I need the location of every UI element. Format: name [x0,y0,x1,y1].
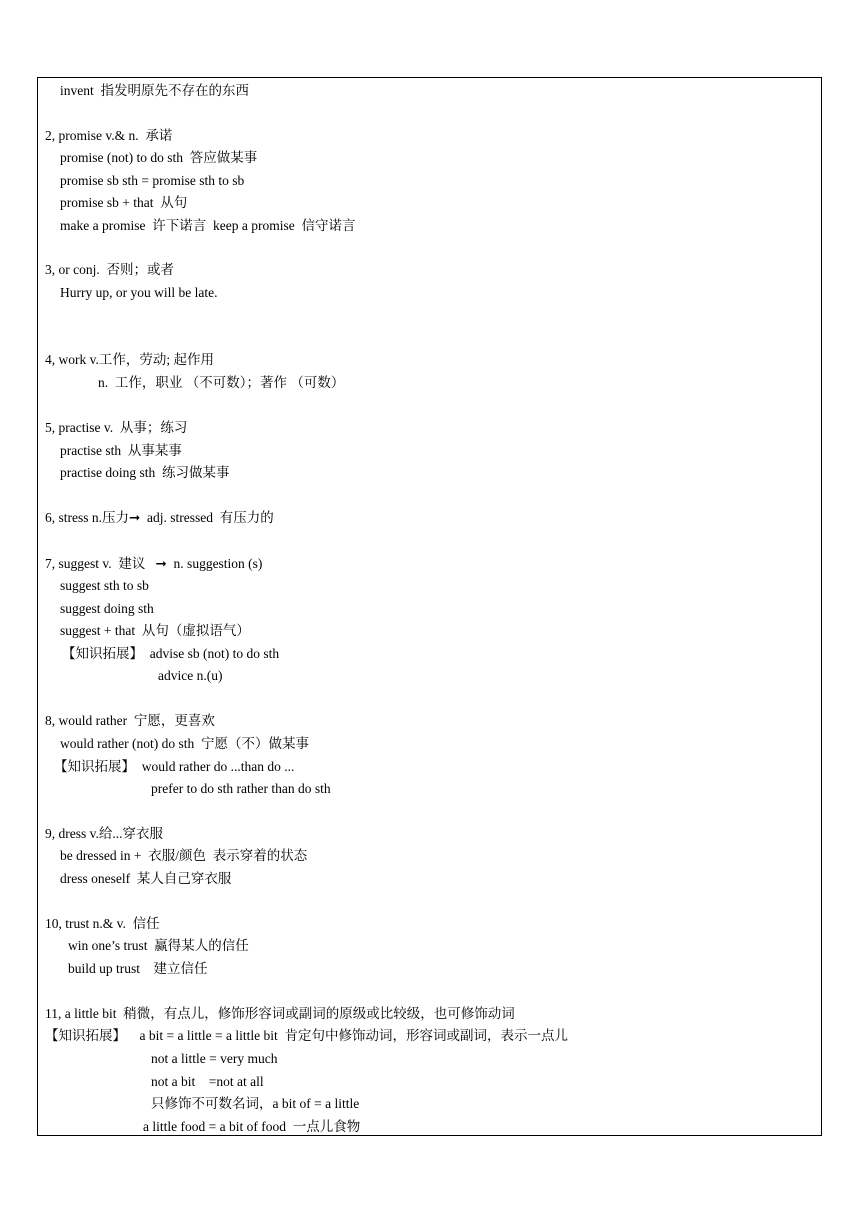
content-box [37,77,822,1136]
text-line: not a bit =not at all [151,1074,264,1089]
text-line: 【知识拓展】 would rather do ...than do ... [54,759,295,774]
text-line: win one’s trust 赢得某人的信任 [68,938,249,953]
text-line: suggest sth to sb [60,578,149,593]
text-line: 3, or conj. 否则；或者 [45,262,174,277]
text-line: advice n.(u) [158,668,223,683]
text-line: make a promise 许下诺言 keep a promise 信守诺言 [60,218,356,233]
text-line: dress oneself 某人自己穿衣服 [60,871,232,886]
text-line: suggest doing sth [60,601,154,616]
text-line: 5, practise v. 从事；练习 [45,420,188,435]
text-line: practise sth 从事某事 [60,443,182,458]
text-line: 4, work v.工作，劳动; 起作用 [45,352,214,367]
text-line: invent 指发明原先不存在的东西 [60,83,249,98]
text-line: Hurry up, or you will be late. [60,285,218,300]
text-line: n. 工作，职业 （不可数）；著作 （可数） [98,375,345,390]
text-line: 10, trust n.& v. 信任 [45,916,160,931]
text-line: not a little = very much [151,1051,278,1066]
text-line: 6, stress n.压力➞ adj. stressed 有压力的 [45,510,274,525]
text-line: 7, suggest v. 建议 ➞ n. suggestion (s) [45,556,263,571]
text-line: a little food = a bit of food 一点儿食物 [143,1119,361,1134]
text-line: prefer to do sth rather than do sth [151,781,331,796]
text-line: 2, promise v.& n. 承诺 [45,128,173,143]
text-line: promise sb + that 从句 [60,195,188,210]
text-line: 只修饰不可数名词，a bit of = a little [151,1096,360,1111]
text-line: practise doing sth 练习做某事 [60,465,230,480]
text-line: promise (not) to do sth 答应做某事 [60,150,258,165]
text-line: 9, dress v.给...穿衣服 [45,826,163,841]
text-line: be dressed in + 衣服/颜色 表示穿着的状态 [60,848,308,863]
text-line: promise sb sth = promise sth to sb [60,173,245,188]
text-line: 11, a little bit 稍微，有点儿，修饰形容词或副词的原级或比较级，也可修饰动词 [45,1006,515,1021]
text-line: 【知识拓展】 a bit = a little = a little bit 肯定句中修饰动词，形容词或副词，表示一点儿 [45,1028,568,1043]
text-line: suggest + that 从句（虚拟语气） [60,623,250,638]
text-line: 8, would rather 宁愿，更喜欢 [45,713,215,728]
text-line: 【知识拓展】 advise sb (not) to do sth [62,646,280,661]
text-line: would rather (not) do sth 宁愿（不）做某事 [60,736,309,751]
text-line: build up trust 建立信任 [68,961,208,976]
